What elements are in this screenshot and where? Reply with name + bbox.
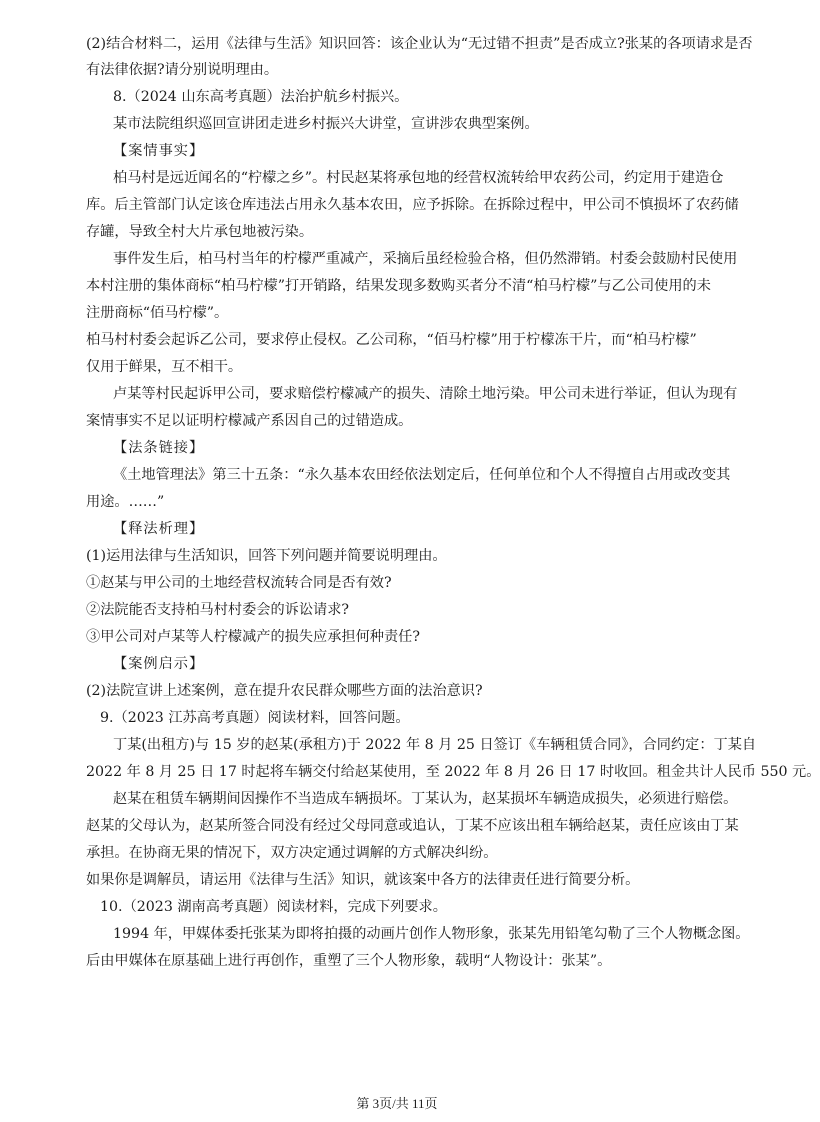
case-paragraph-2-line2: 本村注册的集体商标“柏马柠檬”打开销路，结果发现多数购买者分不清“柏马柠檬”与乙公司使用的未 [86, 278, 711, 294]
question-10-material-line2: 后由甲媒体在原基础上进行再创作，重塑了三个人物形象，载明“人物设计：张某”。 [86, 953, 612, 969]
question-8-intro: 某市法院组织巡回宣讲团走进乡村振兴大讲堂，宣讲涉农典型案例。 [113, 116, 539, 132]
law-article-line1: 《土地管理法》第三十五条：“永久基本农田经依法划定后，任何单位和个人不得擅自占用或改变其 [113, 467, 731, 483]
question-9-material-line3: 赵某在租赁车辆期间因操作不当造成车辆损坏。丁某认为，赵某损坏车辆造成损失，必须进行赔偿。 [113, 791, 738, 807]
question-9-heading: 9.（2023 江苏高考真题）阅读材料，回答问题。 [100, 710, 410, 726]
question-9-material-line1: 丁某(出租方)与 15 岁的赵某(承租方)于 2022 年 8 月 25 日签订《车辆租赁合同》，合同约定：丁某自 [113, 737, 757, 753]
question-9-material-line2: 2022 年 8 月 25 日 17 时起将车辆交付给赵某使用，至 2022 年 8 月 26 日 17 时收回。租金共计人民币 550 元。 [86, 764, 820, 780]
page-number-footer: 第 3页/共 11页 [356, 1096, 438, 1111]
question-9-material-line5: 承担。在协商无果的情况下，双方决定通过调解的方式解决纠纷。 [86, 845, 498, 861]
section-case-insight: 【案例启示】 [113, 656, 205, 672]
question-7-part2-line2: 有法律依据?请分别说明理由。 [86, 62, 279, 78]
case-paragraph-3-line2: 仅用于鲜果，互不相干。 [86, 359, 243, 375]
question-8-sub3: ③甲公司对卢某等人柠檬减产的损失应承担何种责任? [86, 629, 420, 645]
case-paragraph-1-line2: 库。后主管部门认定该仓库违法占用永久基本农田，应予拆除。在拆除过程中，甲公司不慎损坏了农药储 [86, 197, 739, 213]
question-8-part1: (1)运用法律与生活知识，回答下列问题并简要说明理由。 [86, 548, 447, 564]
question-10-heading: 10.（2023 湖南高考真题）阅读材料，完成下列要求。 [100, 899, 447, 915]
case-paragraph-1-line1: 柏马村是远近闻名的“柠檬之乡”。村民赵某将承包地的经营权流转给甲农药公司，约定用于建造仓 [113, 170, 724, 186]
question-8-sub2: ②法院能否支持柏马村村委会的诉讼请求? [86, 602, 349, 618]
question-7-part2-line1: (2)结合材料二，运用《法律与生活》知识回答：该企业认为“无过错不担责”是否成立?张某的各项请求是否 [86, 36, 753, 52]
question-8-heading: 8.（2024 山东高考真题）法治护航乡村振兴。 [113, 89, 409, 105]
question-9-prompt: 如果你是调解员，请运用《法律与生活》知识，就该案中各方的法律责任进行简要分析。 [86, 872, 640, 888]
question-9-material-line4: 赵某的父母认为，赵某所签合同没有经过父母同意或追认，丁某不应该出租车辆给赵某，责任应该由丁某 [86, 818, 739, 834]
law-article-line2: 用途。……” [86, 494, 165, 510]
case-paragraph-2-line3: 注册商标“佰马柠檬”。 [86, 305, 229, 321]
case-paragraph-3-line1: 柏马村村委会起诉乙公司，要求停止侵权。乙公司称，“佰马柠檬”用于柠檬冻干片，而“柏马柠檬” [86, 332, 697, 348]
case-paragraph-4-line1: 卢某等村民起诉甲公司，要求赔偿柠檬减产的损失、清除土地污染。甲公司未进行举证，但认为现有 [113, 386, 738, 402]
question-10-material-line1: 1994 年，甲媒体委托张某为即将拍摄的动画片创作人物形象，张某先用铅笔勾勒了三个人物概念图。 [113, 926, 750, 942]
section-law-link: 【法条链接】 [113, 440, 205, 456]
question-8-sub1: ①赵某与甲公司的土地经营权流转合同是否有效? [86, 575, 392, 591]
section-case-facts: 【案情事实】 [113, 143, 205, 159]
case-paragraph-2-line1: 事件发生后，柏马村当年的柠檬严重减产，采摘后虽经检验合格，但仍然滞销。村委会鼓励村民使用 [113, 251, 738, 267]
case-paragraph-4-line2: 案情事实不足以证明柠檬减产系因自己的过错造成。 [86, 413, 413, 429]
case-paragraph-1-line3: 存罐，导致全村大片承包地被污染。 [86, 224, 314, 240]
question-8-part2: (2)法院宣讲上述案例，意在提升农民群众哪些方面的法治意识? [86, 683, 483, 699]
section-analysis: 【释法析理】 [113, 521, 205, 537]
